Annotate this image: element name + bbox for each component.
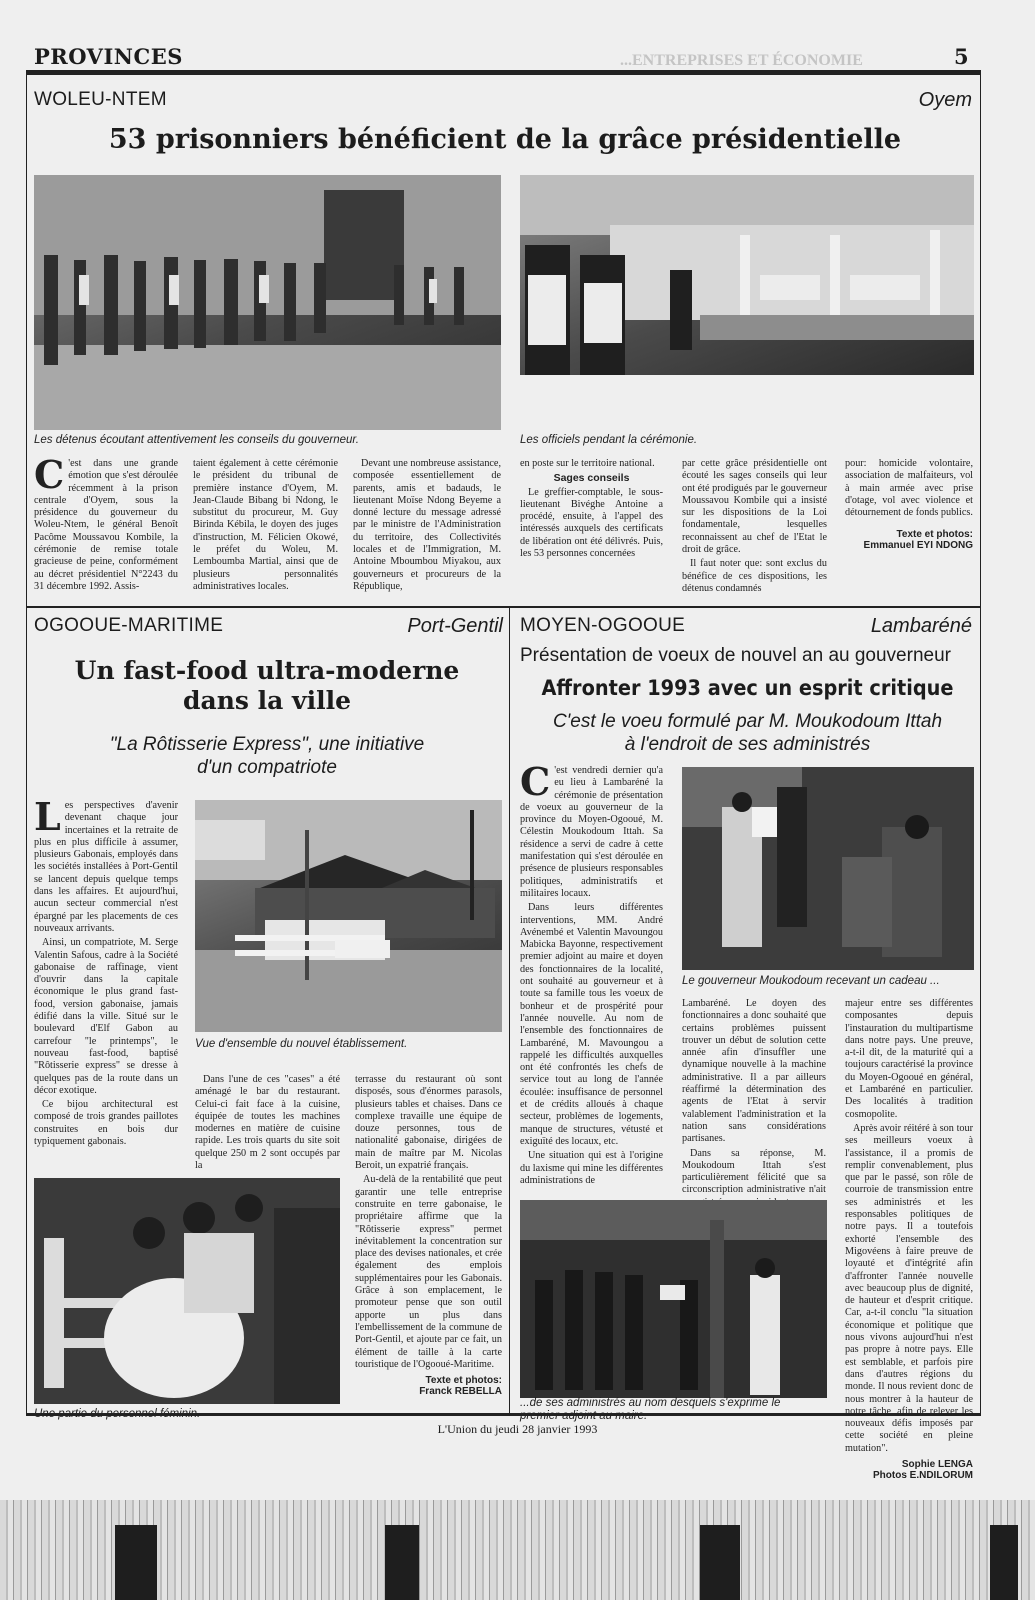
- caption-gouverneur: Le gouverneur Moukodoum recevant un cadeau ...: [682, 975, 940, 987]
- photo-administres: [520, 1200, 827, 1398]
- article3-col1: C 'est vendredi dernier qu'a eu lieu à Lambaréné la cérémonie de présentation de voeux au gouverneur de la province du Moyen-Ogooué, M. Célestin Moukodoum Ittah. Sa résidence a servi de cadre à cette manifestation qui s'est déroulée en présence de plusieurs responsables politiques, administratifs et militaires locaux. Dans leurs différentes interventions, MM. André Avénembé et Valentin Mavoungou Mabicka Bayonne, respectivement premier adjoint au maire et doyen des fonctionnaires de la localité, ont souhaité au gouverneur et à toute sa famille tous les voeux de bonheur et de prospérité pour l'année nouvelle. Au nom de l'ensemble des fonctionnaires de Lambaréné, M. Mavoungou a rappelé les difficultés auxquelles ont été confrontés les chefs de service tout au long de l'année écoulée: insuffisance de personnel et de crédits alloués à chaque secteur, problèmes de logements, manque de structures, vétusté et exiguïté des locaux, etc. Une situation qui est à l'origine du laxisme qui mine les différentes administrations de: [520, 759, 663, 1186]
- section-title: PROVINCES: [34, 44, 183, 69]
- credit-author: Sophie LENGA: [901, 1458, 973, 1470]
- caption-restaurant: Vue d'ensemble du nouvel établissement.: [195, 1038, 408, 1050]
- headline-affronter: Affronter 1993 avec un esprit critique: [541, 676, 954, 700]
- photo-detenus: [34, 175, 501, 430]
- horizontal-divider: [26, 606, 981, 608]
- scan-stripe: [700, 1525, 740, 1600]
- drop-cap: L: [34, 794, 61, 839]
- caption-detenus: Les détenus écoutant attentivement les conseils du gouverneur.: [34, 434, 359, 446]
- article1-col2: taient également à cette cérémonie le président du tribunal de première instance d'Oyem, M. Jean-Claude Bibang bi Ndong, le substitut du procureur, M. Guy Birinda Kébila, le doyen des juges d'instruction, M. Félicien Okowé, le préfet du Woleu, M. Lemboumba Martial, ainsi que de plusieurs personnalités administratives locales.: [193, 458, 338, 592]
- credit-label: Texte et photos:: [425, 1375, 502, 1387]
- article3-col3: majeur entre ses différentes composantes depuis l'instauration du multipartisme dans notre pays. Une preuve, a-t-il dit, de la maturité qui a toujours caractérisé la province du Moyen-Ogooué en général, et Lambaréné en particulier. Des localités à tradition cosmopolite. Après avoir réitéré à son tour ses meilleurs voeux à l'assistance, il a promis de remplir convenablement, plus que par le passé, son rôle de courroie de transmission entre ses administrés et les responsables politiques de notre pays. Il a toutefois exhorté l'ensemble des Migovéens à faire preuve de loyauté et d'intégrité afin d'affronter l'année nouvelle avec beaucoup plus de dignité, de hauteur et d'esprit critique. Car, a-t-il conclu "la situation économique et politique que nous vivons aujourd'hui n'est pas propre à notre pays. Elle est semblable, et parfois pire dans d'autres régions du monde. Il nous revient donc de nous montrer à la hauteur de notre tâche, afin de relever les nouveaux défis imposés par cette société en pleine mutation". Sophie LENGA Photos E.NDILORUM: [845, 998, 973, 1481]
- photo-gouverneur-cadeau: [682, 767, 974, 970]
- drop-cap: C: [34, 452, 65, 497]
- credit-author: Franck REBELLA: [419, 1386, 502, 1398]
- city-lambarene: Lambaréné: [870, 615, 972, 637]
- headline-fast-food: Un fast-food ultra-moderne dans la ville: [74, 656, 460, 715]
- page-number: 5: [954, 44, 969, 69]
- bleed-through-text: ...ENTREPRISES ET ÉCONOMIE: [620, 52, 863, 69]
- column-divider: [509, 606, 510, 1414]
- caption-officiels: Les officiels pendant la cérémonie.: [520, 434, 698, 446]
- kicker-voeux: Présentation de voeux de nouvel an au gouverneur: [520, 645, 951, 666]
- photo-personnel-feminin: [34, 1178, 340, 1404]
- headline-prisonniers: 53 prisonniers bénéficient de la grâce présidentielle: [108, 124, 902, 155]
- article1-col5: par cette grâce présidentielle ont écouté les sages conseils qui leur ont été prodigués par le gouverneur Moussavou Kombile qui a insisté sur les dispositions de la Loi fondamentale, lesquelles reconnaissent au chef de l'Etat le droit de grâce. Il faut noter que: sont exclus du bénéfice de ces dispositions, les détenus condamnés: [682, 458, 827, 594]
- scan-stripe: [385, 1525, 419, 1600]
- rubric-woleu-ntem: WOLEU-NTEM: [34, 89, 167, 110]
- article1-col4: en poste sur le territoire national. Sages conseils Le greffier-comptable, le sous-lieutenant Bivéghe Antoine a procédé, ensuite, à l'appel des intéressés auxquels des certificats de libération ont été délivrés. Puis, les 53 personnes concernées: [520, 458, 663, 560]
- article2-col2: Dans l'une de ces "cases" a été aménagé le bar du restaurant. Celui-ci fait face à la cuisine, équipée de toutes les machines modernes en matière de cuisine rapide. Les trois quarts du site soit quelque 250 m 2 sont occupés par la: [195, 1074, 340, 1172]
- photo-officiels: [520, 175, 974, 375]
- footer-date-line: L'Union du jeudi 28 janvier 1993: [437, 1422, 598, 1436]
- frame-right: [980, 75, 981, 1415]
- deck-rotisserie: "La Rôtisserie Express", une initiative d'un compatriote: [109, 734, 425, 778]
- article1-col6: pour: homicide volontaire, association de malfaiteurs, vol à main armée avec prise d'otage, vol avec violence et détournement de fonds publics. Texte et photos: Emmanuel EYI NDONG: [845, 458, 973, 552]
- rubric-moyen-ogooue: MOYEN-OGOOUE: [520, 615, 686, 636]
- city-port-gentil: Port-Gentil: [407, 615, 503, 637]
- credit-label: Texte et photos:: [896, 529, 973, 541]
- photo-restaurant: [195, 800, 502, 1032]
- rubric-ogooue-maritime: OGOOUE-MARITIME: [34, 615, 224, 636]
- article1-col1: C 'est dans une grande émotion que s'est déroulée récemment à la prison centrale d'Oyem, sous la présidence du gouverneur du Woleu-Ntem, le général Benoît Pacôme Moussavou Kombile, la cérémonie de remise totale gracieuse de peine, conformément au décret présidentiel N°2243 du 31 décembre 1992. Assis-: [34, 452, 178, 592]
- credit-author: Emmanuel EYI NDONG: [863, 540, 973, 552]
- city-oyem: Oyem: [918, 89, 972, 111]
- subhead-sages-conseils: Sages conseils: [553, 472, 630, 485]
- article3-col2: Lambaréné. Le doyen des fonctionnaires a donc souhaité que certains problèmes puissent trouver un début de solution cette année afin d'insuffler une dynamique nouvelle à la machine administrative. Il a par ailleurs réaffirmé la détermination des agents de l'Etat à servir valablement l'administration et la nation sans considérations partisanes. Dans sa réponse, M. Moukodoum Ittah s'est particulièrement félicité que sa circonscription administrative n'ait: [682, 998, 826, 1196]
- credit-photographer: Photos E.NDILORUM: [873, 1469, 973, 1481]
- article2-col3: terrasse du restaurant où sont disposés, sous d'énormes parasols, plusieurs tables et chaises. Dans ce complexe travaille une équipe de douze personnes, tous de nationalité gabonaise, dirigées de main de maître par M. Nicolas Beroit, un expatrié français. Au-delà de la rentabilité que peut garantir une telle entreprise construite en terre gabonaise, le propriétaire affirme que la "Rôtisserie express" permet inévitablement la concentration sur place des devises nationales, et crée également des emplois supplémentaires pour les Gabonais. Grâce à son emplacement, le promoteur pense que son outil apporte un plus dans l'embellissement de la commune de Port-Gentil, et ajoute par ce fait, un élément de taille à la carte touristique de l'Ogooué-Maritime. Texte et photos: Franck REBELLA: [355, 1074, 502, 1398]
- frame-left: [26, 75, 27, 1415]
- article1-col3: Devant une nombreuse assistance, composée essentiellement de parents, amis et badauds, le lieutenant Moïse Ndong Beyeme a donné lecture du message adressé par le ministre de l'Administration du territoire, des Collectivités locales et de l'Immigration, M. Antoine Mboumbou Miyakou, aux gouverneurs et procureurs de la République,: [353, 458, 501, 592]
- drop-cap: C: [520, 759, 551, 804]
- caption-personnel: Une partie du personnel féminin.: [34, 1408, 201, 1420]
- deck-moukodoum: C'est le voeu formulé par M. Moukodoum Ittah à l'endroit de ses administrés: [552, 711, 943, 755]
- article2-col1: Les perspectives d'avenir devenant chaque jour incertaines et la retraite de plus en plus difficile à assumer, plusieurs Gabonais, employés dans les sociétés installées à Port-Gentil se lancent depuis quelque temps dans les affaires. Et aujourd'hui, aucun secteur commercial n'est épargné par les placements de ces nouveaux arrivants. Ainsi, un compatriote, M. Serge Valentin Safous, cadre à la Société gabonaise de raffinage, vient d'ouvrir dans la capitale économique le plus grand fast-food, version gabonaise, jamais édifié dans la ville. Situé sur le boulevard d'Elf Gabon au carrefour "le printemps", le nouveau fast-food, baptisé "Rôtisserie express" se dresse à quelques pas de la route dans un décor exotique. Ce bijou architectural est composé de trois grandes paillotes construites en bois dur typiquement gabonais.: [34, 794, 178, 1148]
- caption-administres: ...de ses administrés au nom desquels s'exprime le premier adjoint au maire.: [520, 1397, 781, 1422]
- masthead-rule: [26, 70, 981, 75]
- scan-stripe: [990, 1525, 1018, 1600]
- scan-stripe: [115, 1525, 157, 1600]
